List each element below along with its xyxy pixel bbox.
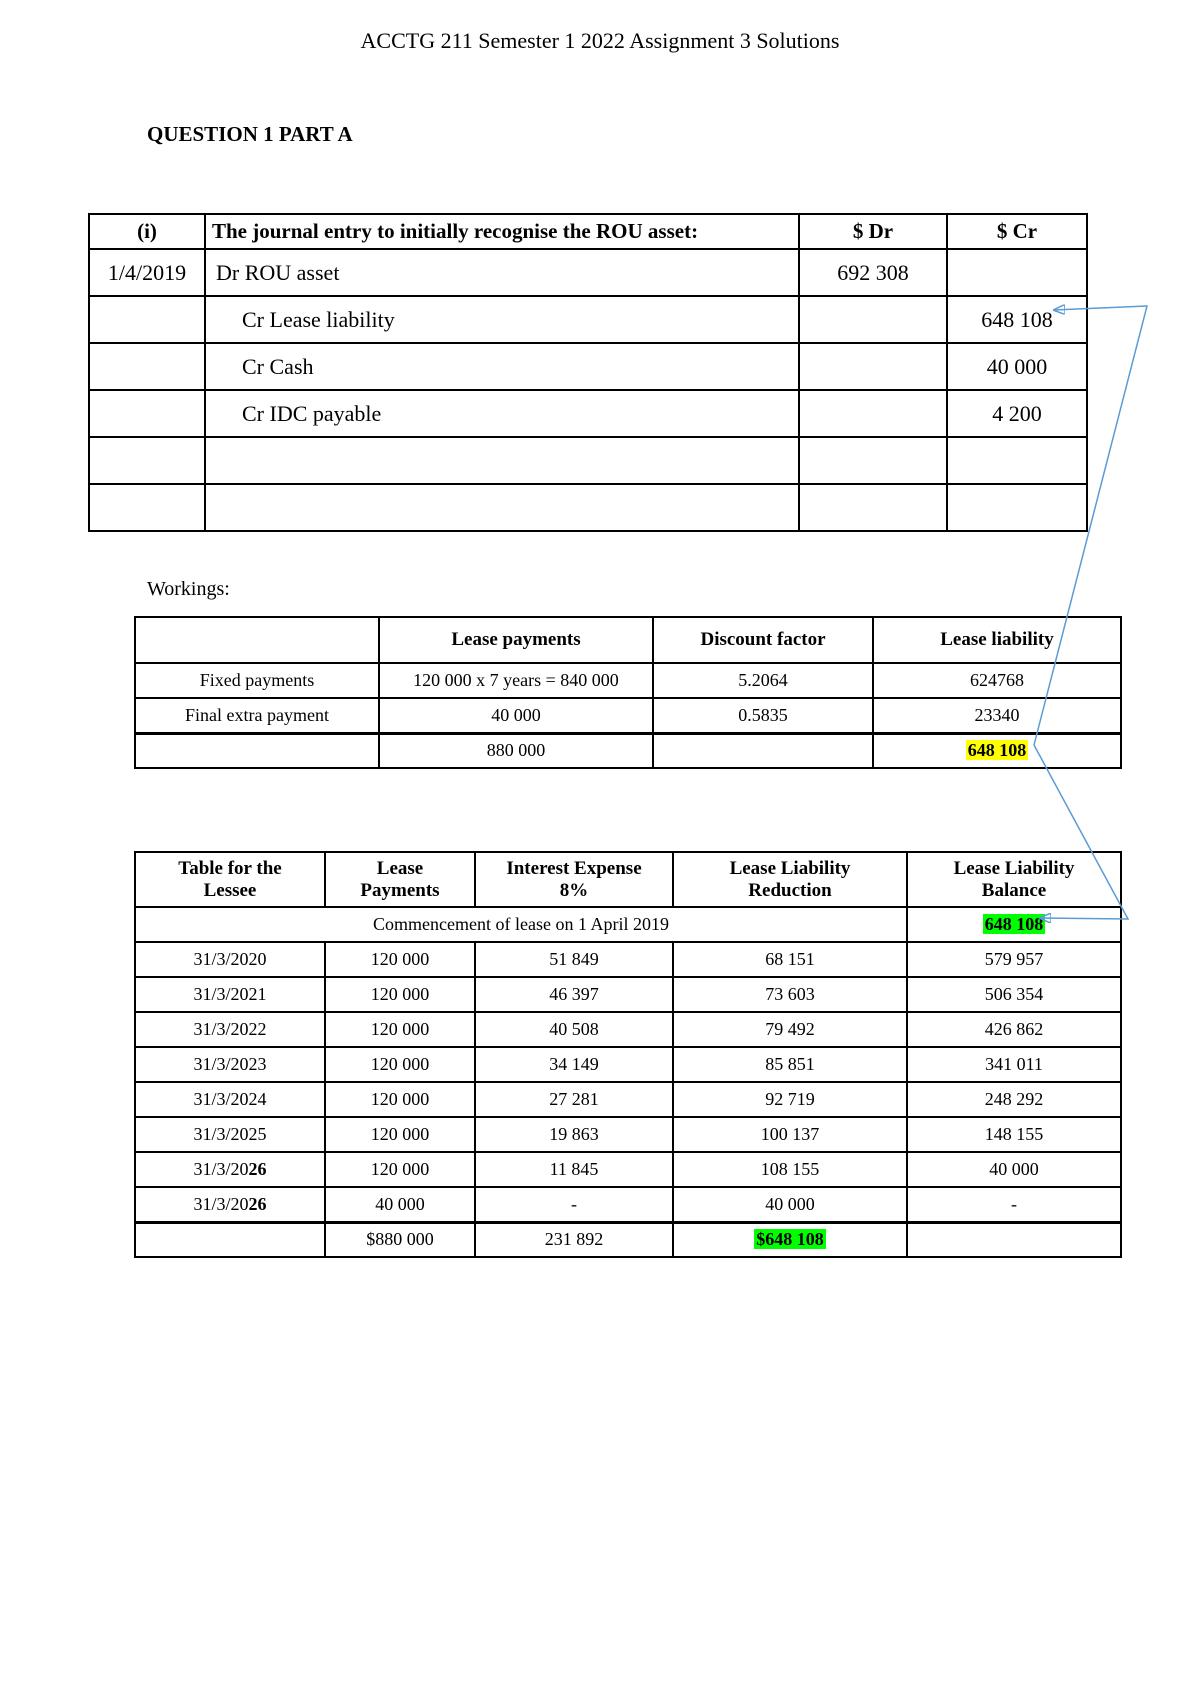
lessee-header-line: Payments <box>360 879 440 901</box>
journal-row <box>89 390 1087 437</box>
lessee-header-line: 8% <box>559 879 589 901</box>
journal-cr: 40 000 <box>947 343 1087 390</box>
lessee-date-prefix: 31/3/20 <box>193 1193 249 1214</box>
lessee-date-suffix: 25 <box>248 1124 267 1144</box>
workings-total-payments: 880 000 <box>379 733 653 768</box>
journal-empty-row <box>89 437 1087 484</box>
workings-header-row <box>135 617 1121 663</box>
journal-part-label: (i) <box>89 214 205 249</box>
lessee-header-cell <box>907 852 1121 907</box>
lessee-header-line: Lease Liability <box>729 857 851 879</box>
lessee-total-reduction-cell <box>673 1222 907 1257</box>
lessee-header-line: Lease Liability <box>953 857 1075 879</box>
page-header: ACCTG 211 Semester 1 2022 Assignment 3 Solutions <box>360 28 840 53</box>
journal-date <box>89 343 205 390</box>
lessee-commencement-balance-cell <box>907 907 1121 942</box>
journal-date <box>89 296 205 343</box>
lessee-reduction: 108 155 <box>673 1152 907 1187</box>
lessee-balance: 248 292 <box>907 1082 1121 1117</box>
lessee-cell <box>907 1222 1121 1257</box>
lessee-interest: 46 397 <box>475 977 673 1012</box>
lessee-interest: 51 849 <box>475 942 673 977</box>
lessee-date-prefix: 31/3/20 <box>193 1124 249 1144</box>
lessee-date <box>135 1117 325 1152</box>
lessee-interest: 27 281 <box>475 1082 673 1117</box>
journal-date: 1/4/2019 <box>89 249 205 296</box>
lessee-payment: 120 000 <box>325 942 475 977</box>
lessee-interest: 11 845 <box>475 1152 673 1187</box>
lessee-header-line: Lease <box>376 857 424 879</box>
workings-header-cell: Lease payments <box>379 617 653 663</box>
lessee-balance: 148 155 <box>907 1117 1121 1152</box>
lessee-reduction: 79 492 <box>673 1012 907 1047</box>
lessee-date-suffix: 24 <box>248 1089 267 1109</box>
lessee-interest: 34 149 <box>475 1047 673 1082</box>
lessee-header-cell <box>135 852 325 907</box>
workings-total-row <box>135 733 1121 768</box>
workings-total-liability-cell <box>873 733 1121 768</box>
lessee-total-row <box>135 1222 1121 1257</box>
journal-date <box>89 390 205 437</box>
lessee-date <box>135 1152 325 1187</box>
lessee-balance: 40 000 <box>907 1152 1121 1187</box>
journal-account: Cr Cash <box>205 343 799 390</box>
lessee-date-suffix: 20 <box>248 949 267 969</box>
workings-total-liability: 648 108 <box>967 740 1027 761</box>
workings-cell: 5.2064 <box>653 663 873 698</box>
lessee-header-line: Lessee <box>203 879 257 901</box>
lessee-interest: - <box>475 1187 673 1222</box>
journal-row <box>89 249 1087 296</box>
lessee-commencement-label: Commencement of lease on 1 April 2019 <box>135 907 907 942</box>
lessee-header-line: Balance <box>981 879 1047 901</box>
journal-dr: 692 308 <box>799 249 947 296</box>
workings-cell: 40 000 <box>379 698 653 733</box>
question-heading: QUESTION 1 PART A <box>147 122 353 146</box>
workings-header-cell: Lease liability <box>873 617 1121 663</box>
lessee-reduction: 40 000 <box>673 1187 907 1222</box>
lessee-row <box>135 942 1121 977</box>
workings-row <box>135 663 1121 698</box>
lessee-balance: 426 862 <box>907 1012 1121 1047</box>
lessee-payment: 120 000 <box>325 1117 475 1152</box>
lessee-total-payment: $880 000 <box>325 1222 475 1257</box>
lessee-header-cell <box>475 852 673 907</box>
journal-cr: 4 200 <box>947 390 1087 437</box>
workings-cell <box>653 733 873 768</box>
lessee-balance: - <box>907 1187 1121 1222</box>
workings-cell <box>135 733 379 768</box>
lessee-date-suffix: 23 <box>248 1054 267 1074</box>
lessee-body <box>135 942 1121 1222</box>
journal-dr <box>799 343 947 390</box>
lessee-payment: 120 000 <box>325 1012 475 1047</box>
lessee-date-prefix: 31/3/20 <box>193 1019 249 1039</box>
journal-row <box>89 343 1087 390</box>
lessee-date <box>135 1082 325 1117</box>
lessee-row <box>135 1047 1121 1082</box>
workings-cell: 0.5835 <box>653 698 873 733</box>
workings-cell: 120 000 x 7 years = 840 000 <box>379 663 653 698</box>
journal-account: Cr Lease liability <box>205 296 799 343</box>
journal-cr: 648 108 <box>947 296 1087 343</box>
lessee-payment: 120 000 <box>325 1152 475 1187</box>
workings-cell: Fixed payments <box>135 663 379 698</box>
lessee-date <box>135 942 325 977</box>
lessee-date-prefix: 31/3/20 <box>193 1159 249 1179</box>
lessee-row <box>135 1082 1121 1117</box>
journal-account: Dr ROU asset <box>205 249 799 296</box>
lessee-date-suffix: 26 <box>248 1193 267 1214</box>
lessee-balance: 579 957 <box>907 942 1121 977</box>
lessee-header-line: Reduction <box>748 879 832 901</box>
lessee-header-line: Table for the <box>178 857 282 879</box>
journal-empty-row <box>89 484 1087 531</box>
journal-row <box>89 296 1087 343</box>
journal-account: Cr IDC payable <box>205 390 799 437</box>
workings-cell: 624768 <box>873 663 1121 698</box>
workings-table <box>134 616 1122 769</box>
workings-label: Workings: <box>147 578 230 600</box>
lessee-reduction: 92 719 <box>673 1082 907 1117</box>
lessee-interest: 40 508 <box>475 1012 673 1047</box>
lessee-table <box>134 851 1122 1258</box>
lessee-header-cell <box>325 852 475 907</box>
lessee-row <box>135 977 1121 1012</box>
lessee-total-reduction: $648 108 <box>756 1229 824 1250</box>
lessee-date-suffix: 21 <box>248 984 267 1004</box>
journal-cr <box>947 249 1087 296</box>
lessee-interest: 19 863 <box>475 1117 673 1152</box>
lessee-row <box>135 1152 1121 1187</box>
journal-header-row <box>89 214 1087 249</box>
journal-cr-header: $ Cr <box>947 214 1087 249</box>
journal-title: The journal entry to initially recognise the ROU asset: <box>205 214 799 249</box>
lessee-row <box>135 1117 1121 1152</box>
lessee-header-cell <box>673 852 907 907</box>
lessee-date-prefix: 31/3/20 <box>193 949 249 969</box>
lessee-commencement-balance: 648 108 <box>984 914 1044 934</box>
journal-dr <box>799 296 947 343</box>
workings-header-cell <box>135 617 379 663</box>
lessee-date <box>135 1047 325 1082</box>
workings-header-cell: Discount factor <box>653 617 873 663</box>
lessee-payment: 120 000 <box>325 977 475 1012</box>
lessee-date <box>135 1012 325 1047</box>
journal-dr <box>799 390 947 437</box>
lessee-date-prefix: 31/3/20 <box>193 1054 249 1074</box>
lessee-reduction: 100 137 <box>673 1117 907 1152</box>
journal-dr-header: $ Dr <box>799 214 947 249</box>
lessee-date-suffix: 22 <box>248 1019 267 1039</box>
lessee-header-row <box>135 852 1121 907</box>
lessee-balance: 506 354 <box>907 977 1121 1012</box>
lessee-row <box>135 1012 1121 1047</box>
lessee-date-prefix: 31/3/20 <box>193 1089 249 1109</box>
workings-cell: 23340 <box>873 698 1121 733</box>
lessee-payment: 40 000 <box>325 1187 475 1222</box>
lessee-date-prefix: 31/3/20 <box>193 984 249 1004</box>
lessee-date <box>135 1187 325 1222</box>
lessee-date <box>135 977 325 1012</box>
lessee-header-line: Interest Expense <box>506 857 642 879</box>
lessee-total-interest: 231 892 <box>475 1222 673 1257</box>
journal-entry-table <box>88 213 1088 532</box>
workings-row <box>135 698 1121 733</box>
lessee-balance: 341 011 <box>907 1047 1121 1082</box>
lessee-payment: 120 000 <box>325 1047 475 1082</box>
lessee-date-suffix: 26 <box>248 1159 267 1179</box>
lessee-row <box>135 1187 1121 1222</box>
workings-cell: Final extra payment <box>135 698 379 733</box>
lessee-commencement-row <box>135 907 1121 942</box>
lessee-cell <box>135 1222 325 1257</box>
lessee-reduction: 68 151 <box>673 942 907 977</box>
lessee-payment: 120 000 <box>325 1082 475 1117</box>
lessee-reduction: 73 603 <box>673 977 907 1012</box>
lessee-reduction: 85 851 <box>673 1047 907 1082</box>
